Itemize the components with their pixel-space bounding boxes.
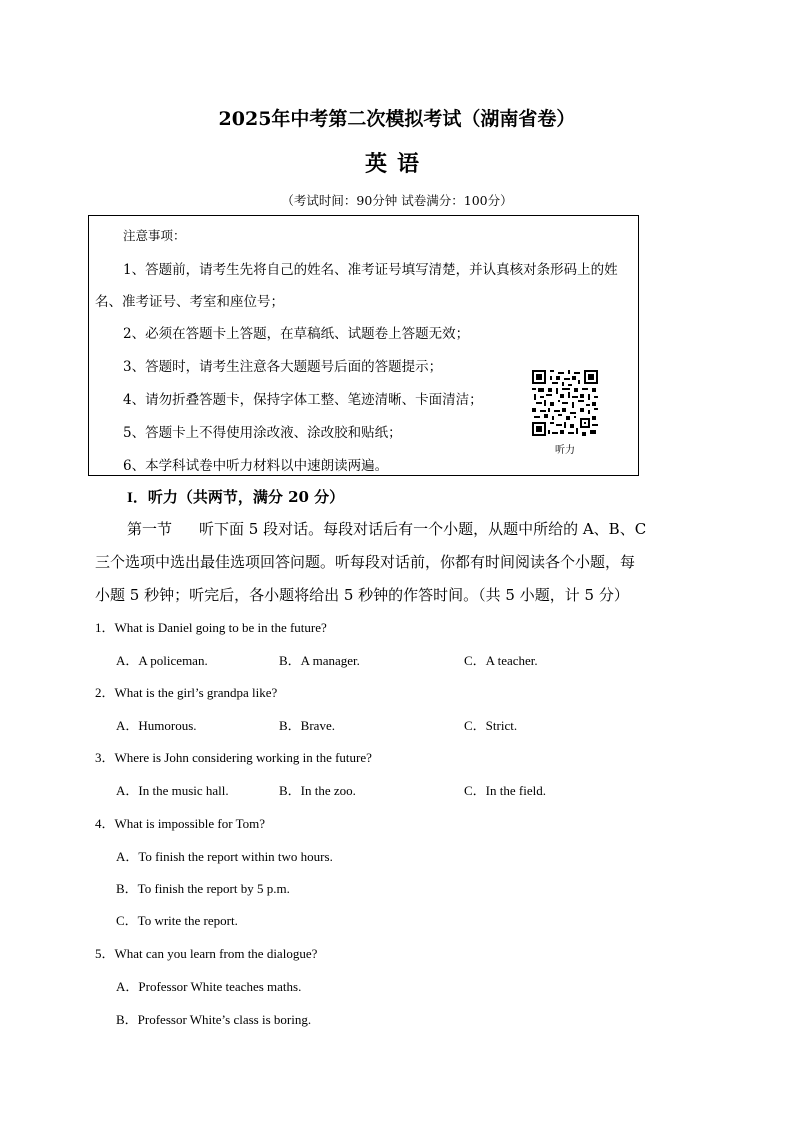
question-stem: 1．What is Daniel going to be in the future? [95,620,327,635]
qr-code-icon [532,370,598,436]
option-b: B．Brave. [279,718,335,733]
option-a: A．A policeman. [116,653,208,668]
option-b: B．Professor White’s class is boring. [116,1012,312,1027]
option-c: C．In the field. [464,783,546,798]
instructions-line-1: 听下面 5 段对话。每段对话后有一个小题，从题中所给的 A、B、C [199,520,647,538]
option-b: B．In the zoo. [279,783,356,798]
section-number: I． [127,490,148,506]
notice-item-6: 6、本学科试卷中听力材料以中速朗读两遍。 [123,458,389,474]
option-a: A．In the music hall. [116,783,229,798]
exam-title: 2025年中考第二次模拟考试（湖南省卷） [218,108,576,130]
notice-item-5: 5、答题卡上不得使用涂改液、涂改胶和贴纸； [123,425,402,441]
notice-heading: 注意事项： [123,228,186,243]
question-stem: 4．What is impossible for Tom? [95,816,265,831]
exam-meta: （考试时间：90分钟 试卷满分：100分） [281,193,513,208]
option-c: C．To write the report. [116,913,238,928]
notice-item-1: 1、答题前，请考生先将自己的姓名、准考证号填写清楚，并认真核对条形码上的姓 [123,262,618,278]
section-title: 听力（共两节，满分 20 分） [147,488,345,506]
notice-item-4: 4、请勿折叠答题卡，保持字体工整、笔迹清晰、卡面清洁； [123,392,483,408]
option-a: A．To finish the report within two hours. [116,849,333,864]
part-label: 第一节 [127,520,173,538]
section-heading [127,486,344,507]
notice-item-1-cont: 名、准考证号、考室和座位号； [95,294,284,310]
option-c: C．A teacher. [464,653,538,668]
option-c: C．Strict. [464,718,518,733]
question-stem: 3．Where is John considering working in the future? [95,750,372,765]
instructions-line-3: 小题 5 秒钟；听完后，各小题将给出 5 秒钟的作答时间。（共 5 小题，计 5 分） [95,586,629,604]
option-b: B．A manager. [279,653,360,668]
notice-item-2: 2、必须在答题卡上答题，在草稿纸、试题卷上答题无效； [123,326,470,342]
qr-label: 听力 [555,445,575,456]
subject-title: 英语 [364,151,429,177]
option-a: A．Humorous. [116,718,197,733]
option-b: B．To finish the report by 5 p.m. [116,881,290,896]
question-stem: 5．What can you learn from the dialogue? [95,946,318,961]
notice-item-3: 3、答题时，请考生注意各大题题号后面的答题提示； [123,359,443,375]
option-a: A．Professor White teaches maths. [116,979,302,994]
instructions-line-2: 三个选项中选出最佳选项回答问题。听每段对话前，你都有时间阅读各个小题，每 [95,553,636,571]
question-stem: 2．What is the girl’s grandpa like? [95,685,278,700]
